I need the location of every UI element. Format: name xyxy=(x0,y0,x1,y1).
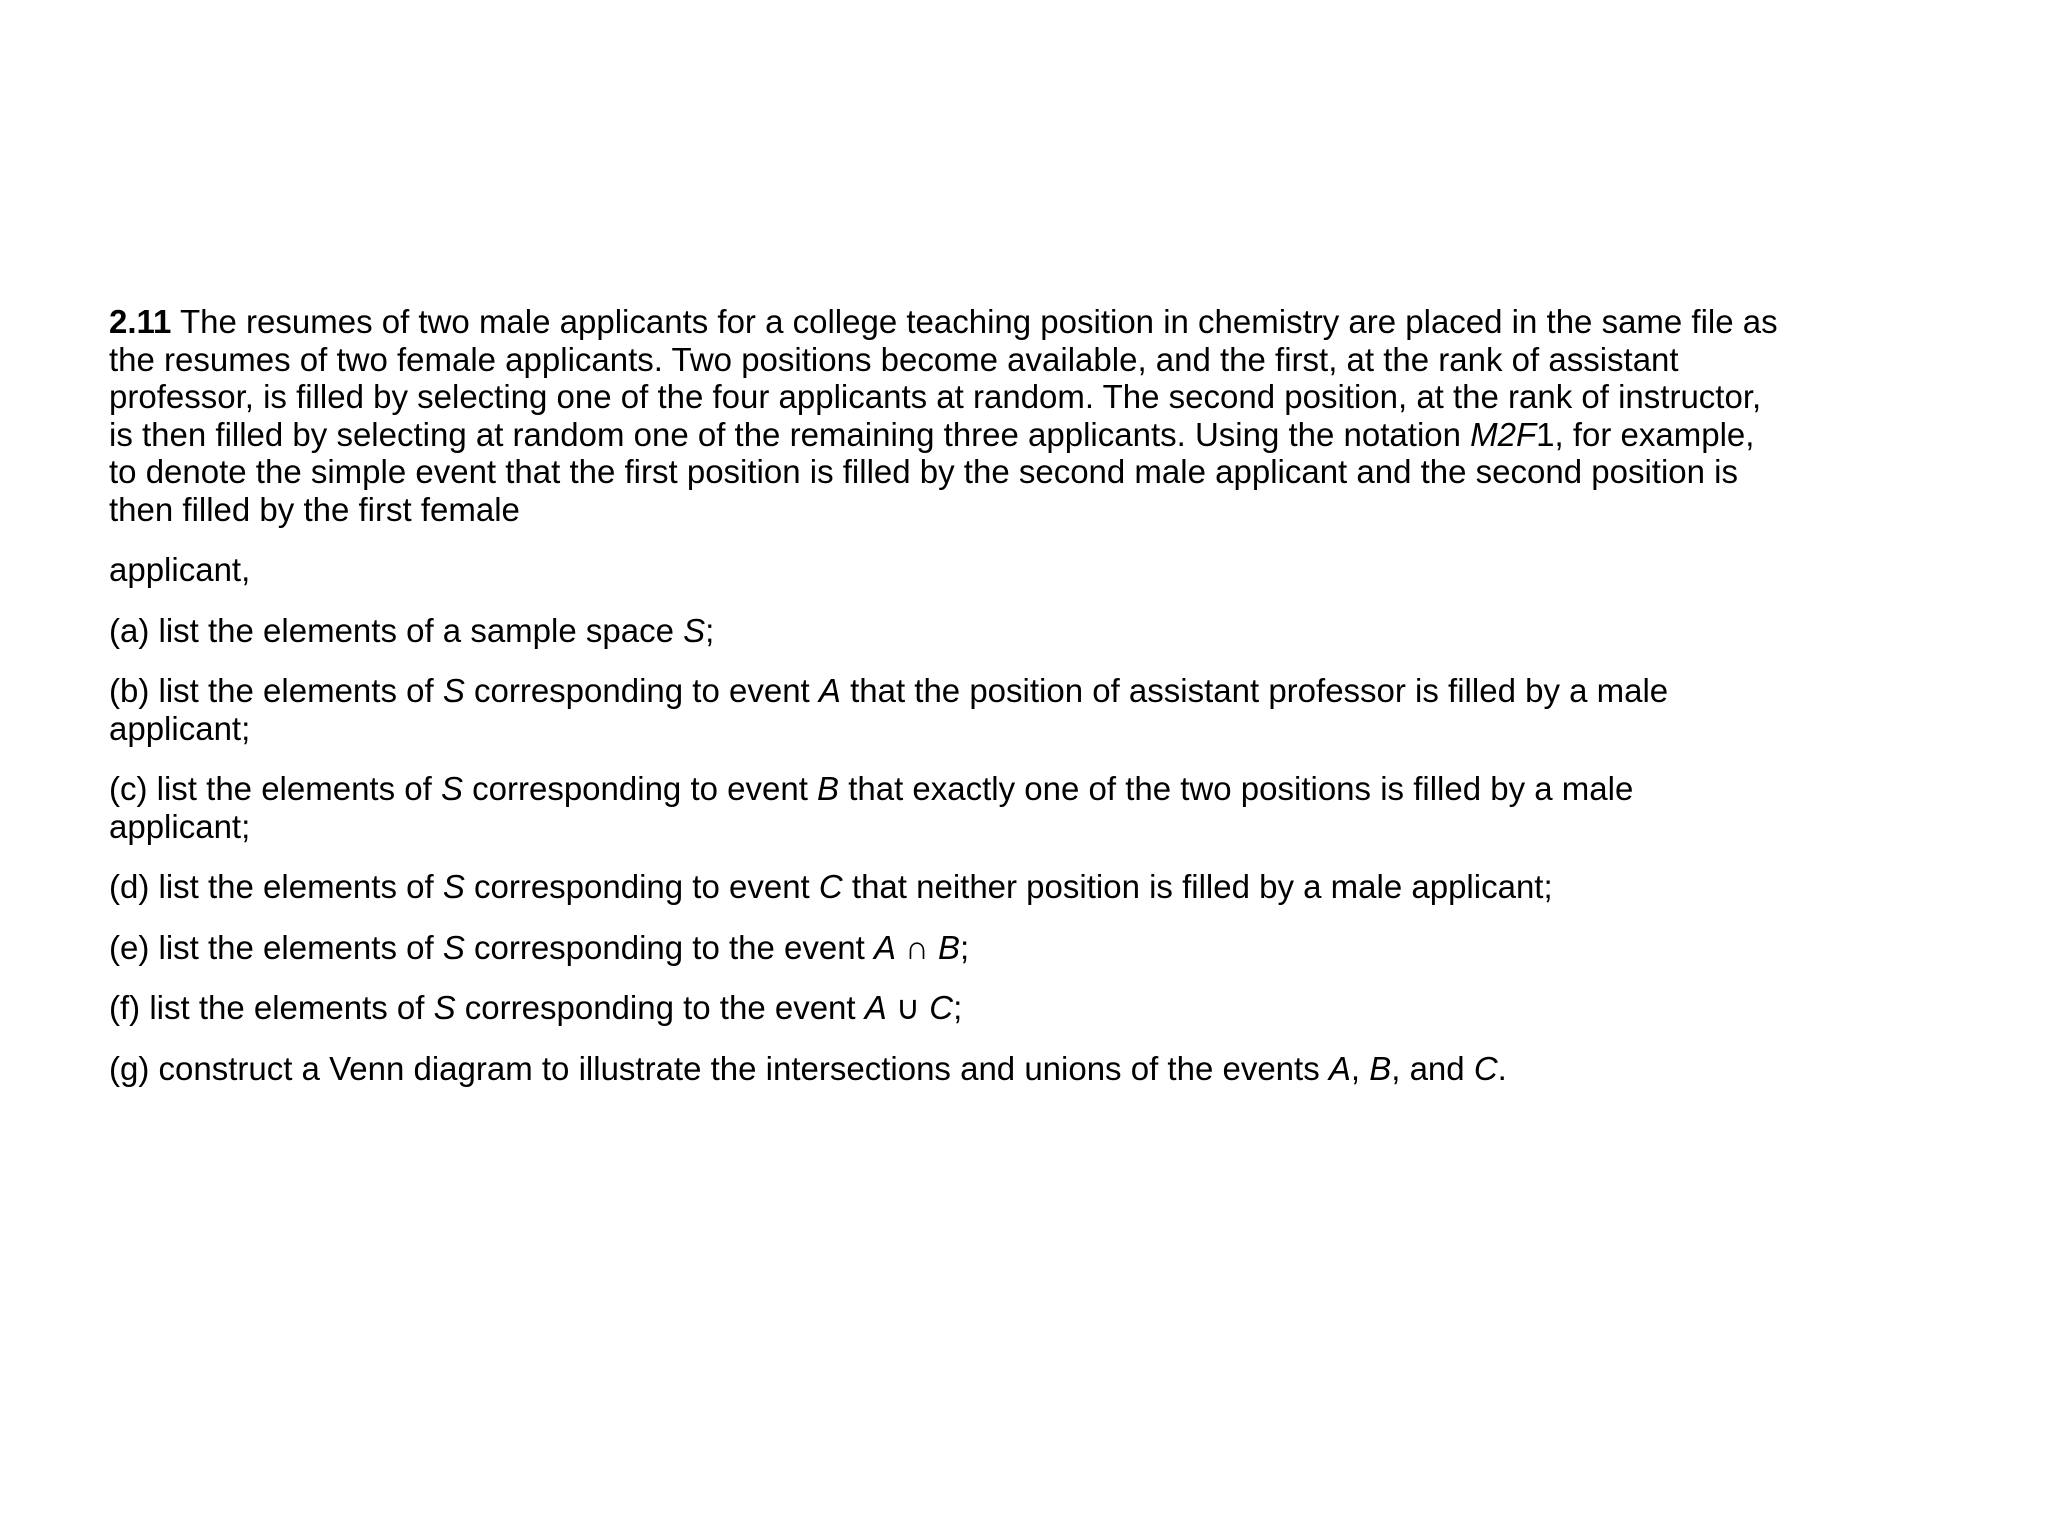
part-g: (g) construct a Venn diagram to illustrate the intersections and unions of the events A, B, and C. xyxy=(109,1049,1507,1087)
part-e: (e) list the elements of S corresponding to the event A ∩ B; xyxy=(109,928,970,966)
part-c: (c) list the elements of S corresponding to event B that exactly one of the two positions is filled by a male applicant; xyxy=(109,770,1634,845)
part-a: (a) list the elements of a sample space S; xyxy=(109,611,715,649)
part-d: (d) list the elements of S corresponding to event C that neither position is filled by a male applicant; xyxy=(109,868,1553,905)
problem-intro xyxy=(109,303,1889,528)
part-f: (f) list the elements of S corresponding to the event A ∪ C; xyxy=(109,989,963,1026)
problem-continuation: applicant, xyxy=(109,551,251,588)
problem-text xyxy=(109,303,1889,1110)
part-b: (b) list the elements of S corresponding to event A that the position of assistant professor is filled by a male applicant; xyxy=(109,672,1669,747)
problem-number: 2.11 xyxy=(109,303,172,340)
intro-runs: The resumes of two male applicants for a college teaching position in chemistry are placed in the same file as the resumes of two female applicants. Two positions become available, and the first, at the rank of assistant professor, is filled by selecting one of the four applicants at random. The second position, at the rank of instructor, is then filled by selecting at random one of the remaining three applicants. Using the notation M2F1, for example, to denote the simple event that the first position is filled by the second male applicant and the second position is then filled by the first female xyxy=(109,303,1778,528)
